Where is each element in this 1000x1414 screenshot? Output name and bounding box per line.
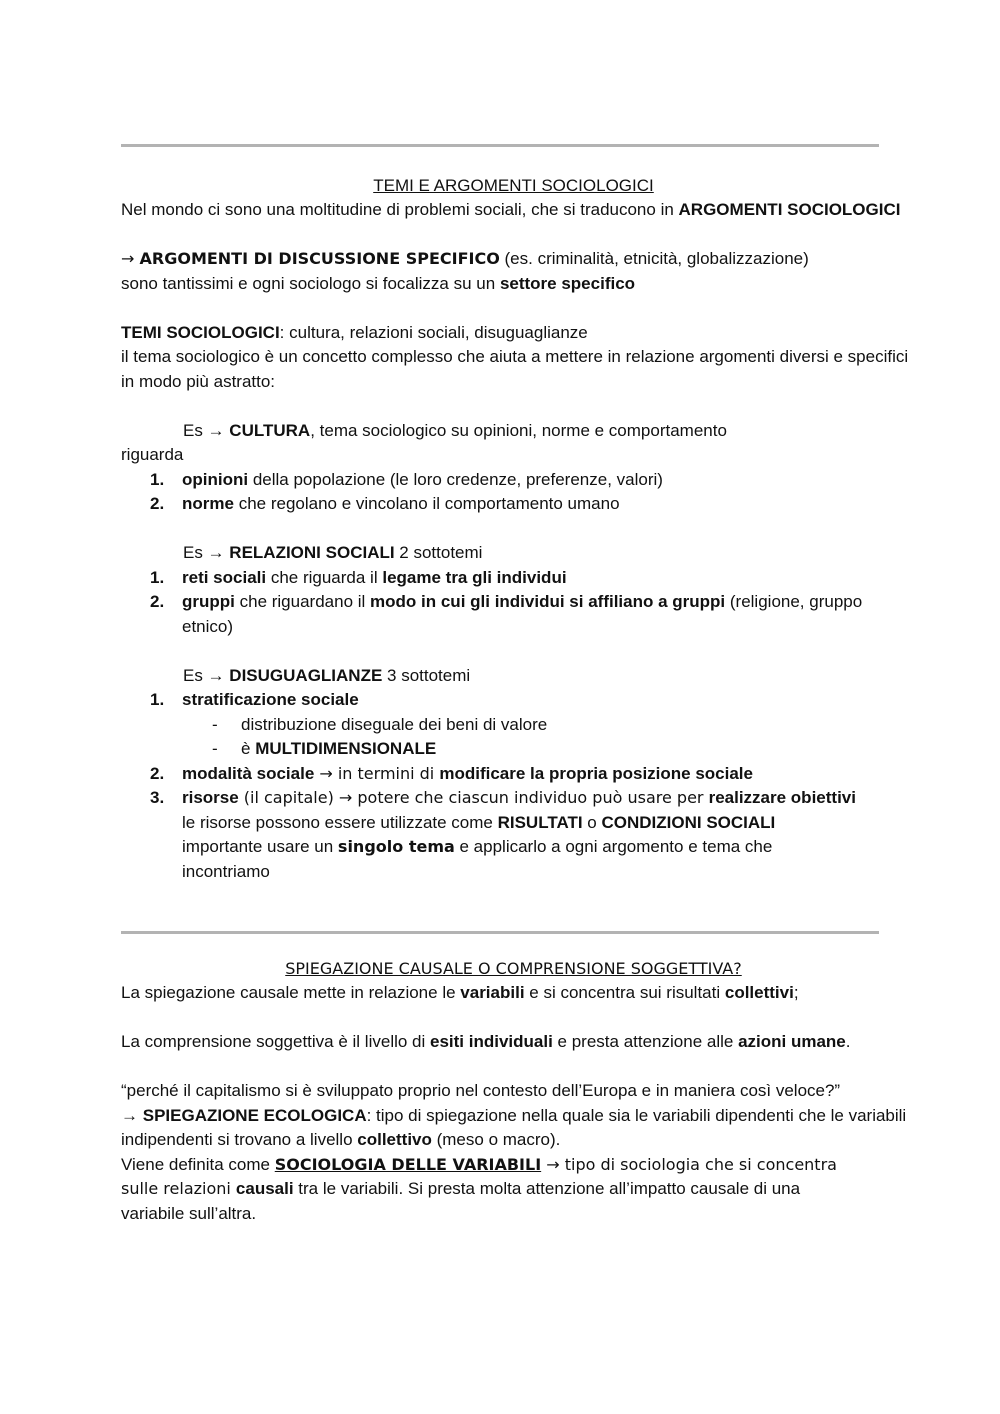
paragraph: importante usare un singolo tema e applicarlo a ogni argomento e tema che incontriamo xyxy=(182,837,773,881)
list-item: 2. norme che regolano e vincolano il comportamento umano xyxy=(150,494,620,513)
paragraph: riguarda xyxy=(121,445,184,464)
paragraph: Viene definita come SOCIOLOGIA DELLE VARIABILI → tipo di sociologia che si concentra sulle relazioni causali tra le variabili. Si presta molta attenzione all’impatto causale di una variabile sull’altra. xyxy=(121,1154,837,1223)
quote: “perché il capitalismo si è sviluppato proprio nel contesto dell’Europa e in maniera così veloce?” xyxy=(121,1081,841,1100)
list-item: - distribuzione diseguale dei beni di valore xyxy=(212,714,548,734)
list-item: 1. reti sociali che riguarda il legame tra gli individui xyxy=(150,567,567,587)
paragraph: Nel mondo ci sono una moltitudine di problemi sociali, che si traducono in ARGOMENTI SOCIOLOGICI xyxy=(121,200,901,219)
numbered-list xyxy=(121,566,911,640)
paragraph: La comprensione soggettiva è il livello di esiti individuali e presta attenzione alle azioni umane. xyxy=(121,1032,851,1051)
list-item: 2. gruppi che riguardano il modo in cui gli individui si affiliano a gruppi (religione, gruppo etnico) xyxy=(150,592,863,636)
list-item: - è MULTIDIMENSIONALE xyxy=(212,739,437,758)
paragraph: il tema sociologico è un concetto complesso che aiuta a mettere in relazione argomenti diversi e specifici in modo più astratto: xyxy=(121,347,909,391)
dash-list xyxy=(121,713,911,762)
example-heading: Es → CULTURA, tema sociologico su opinioni, norme e comportamento xyxy=(183,420,727,440)
paragraph: La spiegazione causale mette in relazione le variabili e si concentra sui risultati collettivi; xyxy=(121,983,799,1002)
example-heading: Es → RELAZIONI SOCIALI 2 sottotemi xyxy=(183,543,483,562)
paragraph: le risorse possono essere utilizzate come RISULTATI o CONDIZIONI SOCIALI xyxy=(182,812,776,832)
numbered-list xyxy=(121,468,911,517)
list-item: 1. stratificazione sociale xyxy=(150,690,359,709)
section-title: TEMI E ARGOMENTI SOCIOLOGICI xyxy=(373,176,654,195)
numbered-list xyxy=(121,688,911,713)
document-page xyxy=(121,144,911,1226)
example-heading: Es → DISUGUAGLIANZE 3 sottotemi xyxy=(183,665,471,685)
list-item: 2. modalità sociale → in termini di modificare la propria posizione sociale xyxy=(150,763,753,783)
list-item: 3. risorse (il capitale) → potere che ciascun individuo può usare per realizzare obiettivi xyxy=(150,788,856,807)
paragraph: → SPIEGAZIONE ECOLOGICA: tipo di spiegazione nella quale sia le variabili dipendenti che le variabili indipendenti si trovano a livello collettivo (meso o macro). xyxy=(121,1105,907,1149)
numbered-list xyxy=(121,762,911,811)
paragraph: → ARGOMENTI DI DISCUSSIONE SPECIFICO (es. criminalità, etnicità, globalizzazione) sono tantissimi e ogni sociologo si focalizza su un settore specifico xyxy=(121,249,809,293)
list-item: 1. opinioni della popolazione (le loro credenze, preferenze, valori) xyxy=(150,469,663,489)
section-title: SPIEGAZIONE CAUSALE O COMPRENSIONE SOGGETTIVA? xyxy=(285,959,742,978)
paragraph: TEMI SOCIOLOGICI: cultura, relazioni sociali, disuguaglianze xyxy=(121,322,588,342)
